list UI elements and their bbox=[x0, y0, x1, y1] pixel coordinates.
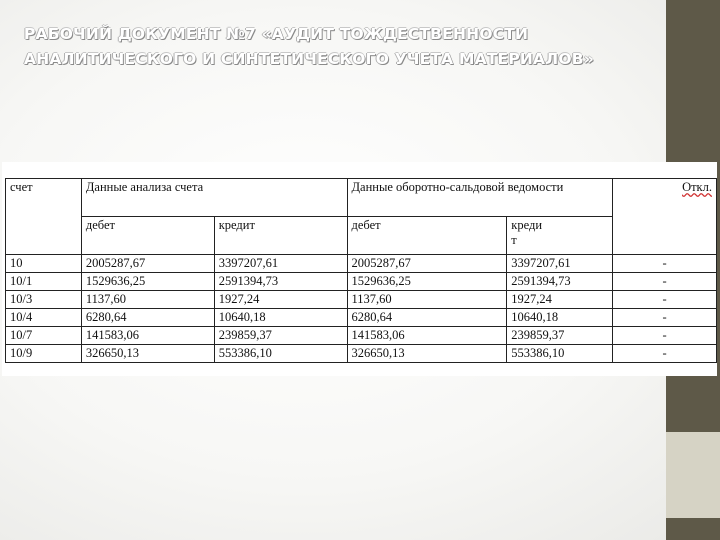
cell-account: 10/9 bbox=[6, 345, 82, 363]
header-debit-analysis: дебет bbox=[81, 217, 214, 255]
cell-deviation: - bbox=[613, 345, 717, 363]
header-credit-turnover bbox=[507, 217, 613, 255]
cell-account: 10 bbox=[6, 255, 82, 273]
table-image-area bbox=[2, 162, 717, 376]
header-credit-turnover-line2: т bbox=[511, 233, 517, 247]
slide-title: РАБОЧИЙ ДОКУМЕНТ №7 «АУДИТ ТОЖДЕСТВЕННОСТИ АНАЛИТИЧЕСКОГО И СИНТЕТИЧЕСКОГО УЧЕТА МАТЕРИАЛОВ» bbox=[24, 25, 594, 68]
cell-credit-turnover: 2591394,73 bbox=[507, 273, 613, 291]
cell-debit-analysis: 1137,60 bbox=[81, 291, 214, 309]
cell-account: 10/4 bbox=[6, 309, 82, 327]
header-deviation bbox=[613, 179, 717, 255]
cell-deviation: - bbox=[613, 255, 717, 273]
cell-deviation: - bbox=[613, 291, 717, 309]
cell-account: 10/1 bbox=[6, 273, 82, 291]
cell-account: 10/3 bbox=[6, 291, 82, 309]
header-account: счет bbox=[6, 179, 82, 255]
cell-debit-analysis: 141583,06 bbox=[81, 327, 214, 345]
cell-debit-analysis: 6280,64 bbox=[81, 309, 214, 327]
header-analysis-data: Данные анализа счета bbox=[81, 179, 347, 217]
cell-account: 10/7 bbox=[6, 327, 82, 345]
header-row-1 bbox=[6, 179, 717, 217]
cell-deviation: - bbox=[613, 327, 717, 345]
header-row-2 bbox=[6, 217, 717, 255]
header-credit-turnover-line1: креди bbox=[511, 218, 543, 232]
sidebar-accent-block bbox=[666, 432, 720, 518]
cell-debit-turnover: 2005287,67 bbox=[347, 255, 507, 273]
cell-credit-analysis: 2591394,73 bbox=[214, 273, 347, 291]
cell-debit-turnover: 326650,13 bbox=[347, 345, 507, 363]
header-debit-turnover: дебет bbox=[347, 217, 507, 255]
cell-debit-analysis: 2005287,67 bbox=[81, 255, 214, 273]
table-row bbox=[6, 345, 717, 363]
table-row bbox=[6, 255, 717, 273]
cell-debit-analysis: 1529636,25 bbox=[81, 273, 214, 291]
header-deviation-label: Откл. bbox=[682, 180, 712, 194]
header-turnover-data: Данные оборотно-сальдовой ведомости bbox=[347, 179, 613, 217]
cell-deviation: - bbox=[613, 309, 717, 327]
cell-credit-turnover: 3397207,61 bbox=[507, 255, 613, 273]
cell-debit-turnover: 141583,06 bbox=[347, 327, 507, 345]
header-credit-analysis: кредит bbox=[214, 217, 347, 255]
table-row bbox=[6, 309, 717, 327]
cell-credit-turnover: 553386,10 bbox=[507, 345, 613, 363]
table-row bbox=[6, 273, 717, 291]
cell-credit-analysis: 3397207,61 bbox=[214, 255, 347, 273]
cell-credit-analysis: 1927,24 bbox=[214, 291, 347, 309]
table-row bbox=[6, 327, 717, 345]
cell-debit-turnover: 1137,60 bbox=[347, 291, 507, 309]
cell-credit-analysis: 10640,18 bbox=[214, 309, 347, 327]
cell-credit-turnover: 10640,18 bbox=[507, 309, 613, 327]
table-row bbox=[6, 291, 717, 309]
cell-credit-analysis: 553386,10 bbox=[214, 345, 347, 363]
cell-credit-turnover: 1927,24 bbox=[507, 291, 613, 309]
cell-credit-turnover: 239859,37 bbox=[507, 327, 613, 345]
cell-debit-turnover: 6280,64 bbox=[347, 309, 507, 327]
cell-deviation: - bbox=[613, 273, 717, 291]
cell-debit-analysis: 326650,13 bbox=[81, 345, 214, 363]
cell-debit-turnover: 1529636,25 bbox=[347, 273, 507, 291]
audit-table bbox=[5, 178, 717, 363]
cell-credit-analysis: 239859,37 bbox=[214, 327, 347, 345]
